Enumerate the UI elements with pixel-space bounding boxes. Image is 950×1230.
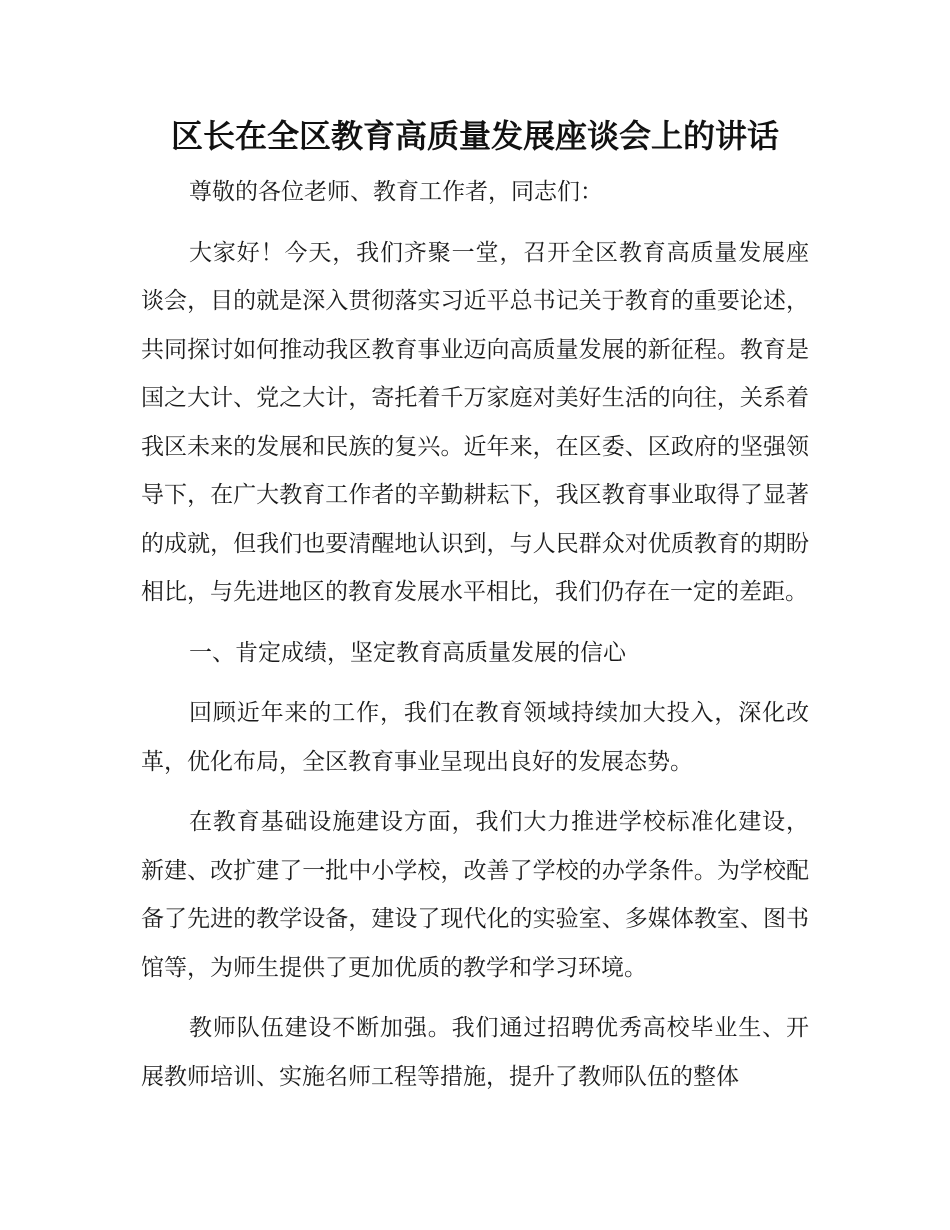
salutation-paragraph: 尊敬的各位老师、教育工作者，同志们：: [189, 179, 603, 205]
opening-paragraph: 大家好！今天，我们齐聚一堂，召开全区教育高质量发展座谈会，目的就是深入贯彻落实习近平总书记关于教育的重要论述，共同探讨如何推动我区教育事业迈向高质量发展的新征程。教育是国之大计、党之大计，寄托着千万家庭对美好生活的向往，关系着我区未来的发展和民族的复兴。近年来，在区委、区政府的坚强领导下，在广大教育工作者的辛勤耕耘下，我区教育事业取得了显著的成就，但我们也要清醒地认识到，与人民群众对优质教育的期盼相比，与先进地区的教育发展水平相比，我们仍存在一定的差距。: [141, 239, 809, 605]
section-heading: 一、肯定成绩，坚定教育高质量发展的信心: [189, 639, 626, 666]
teacher-team-paragraph: 教师队伍建设不断加强。我们通过招聘优秀高校毕业生、开展教师培训、实施名师工程等措施，提升了教师队伍的整体: [141, 1015, 809, 1090]
document-body: [141, 168, 809, 1113]
page-title: 区长在全区教育高质量发展座谈会上的讲话: [170, 117, 779, 155]
review-paragraph: 回顾近年来的工作，我们在教育领域持续加大投入，深化改革，优化布局，全区教育事业呈现出良好的发展态势。: [141, 700, 809, 775]
infrastructure-paragraph: 在教育基础设施建设方面，我们大力推进学校标准化建设，新建、改扩建了一批中小学校，改善了学校的办学条件。为学校配备了先进的教学设备，建设了现代化的实验室、多媒体教室、图书馆等，为师生提供了更加优质的教学和学习环境。: [141, 809, 809, 981]
